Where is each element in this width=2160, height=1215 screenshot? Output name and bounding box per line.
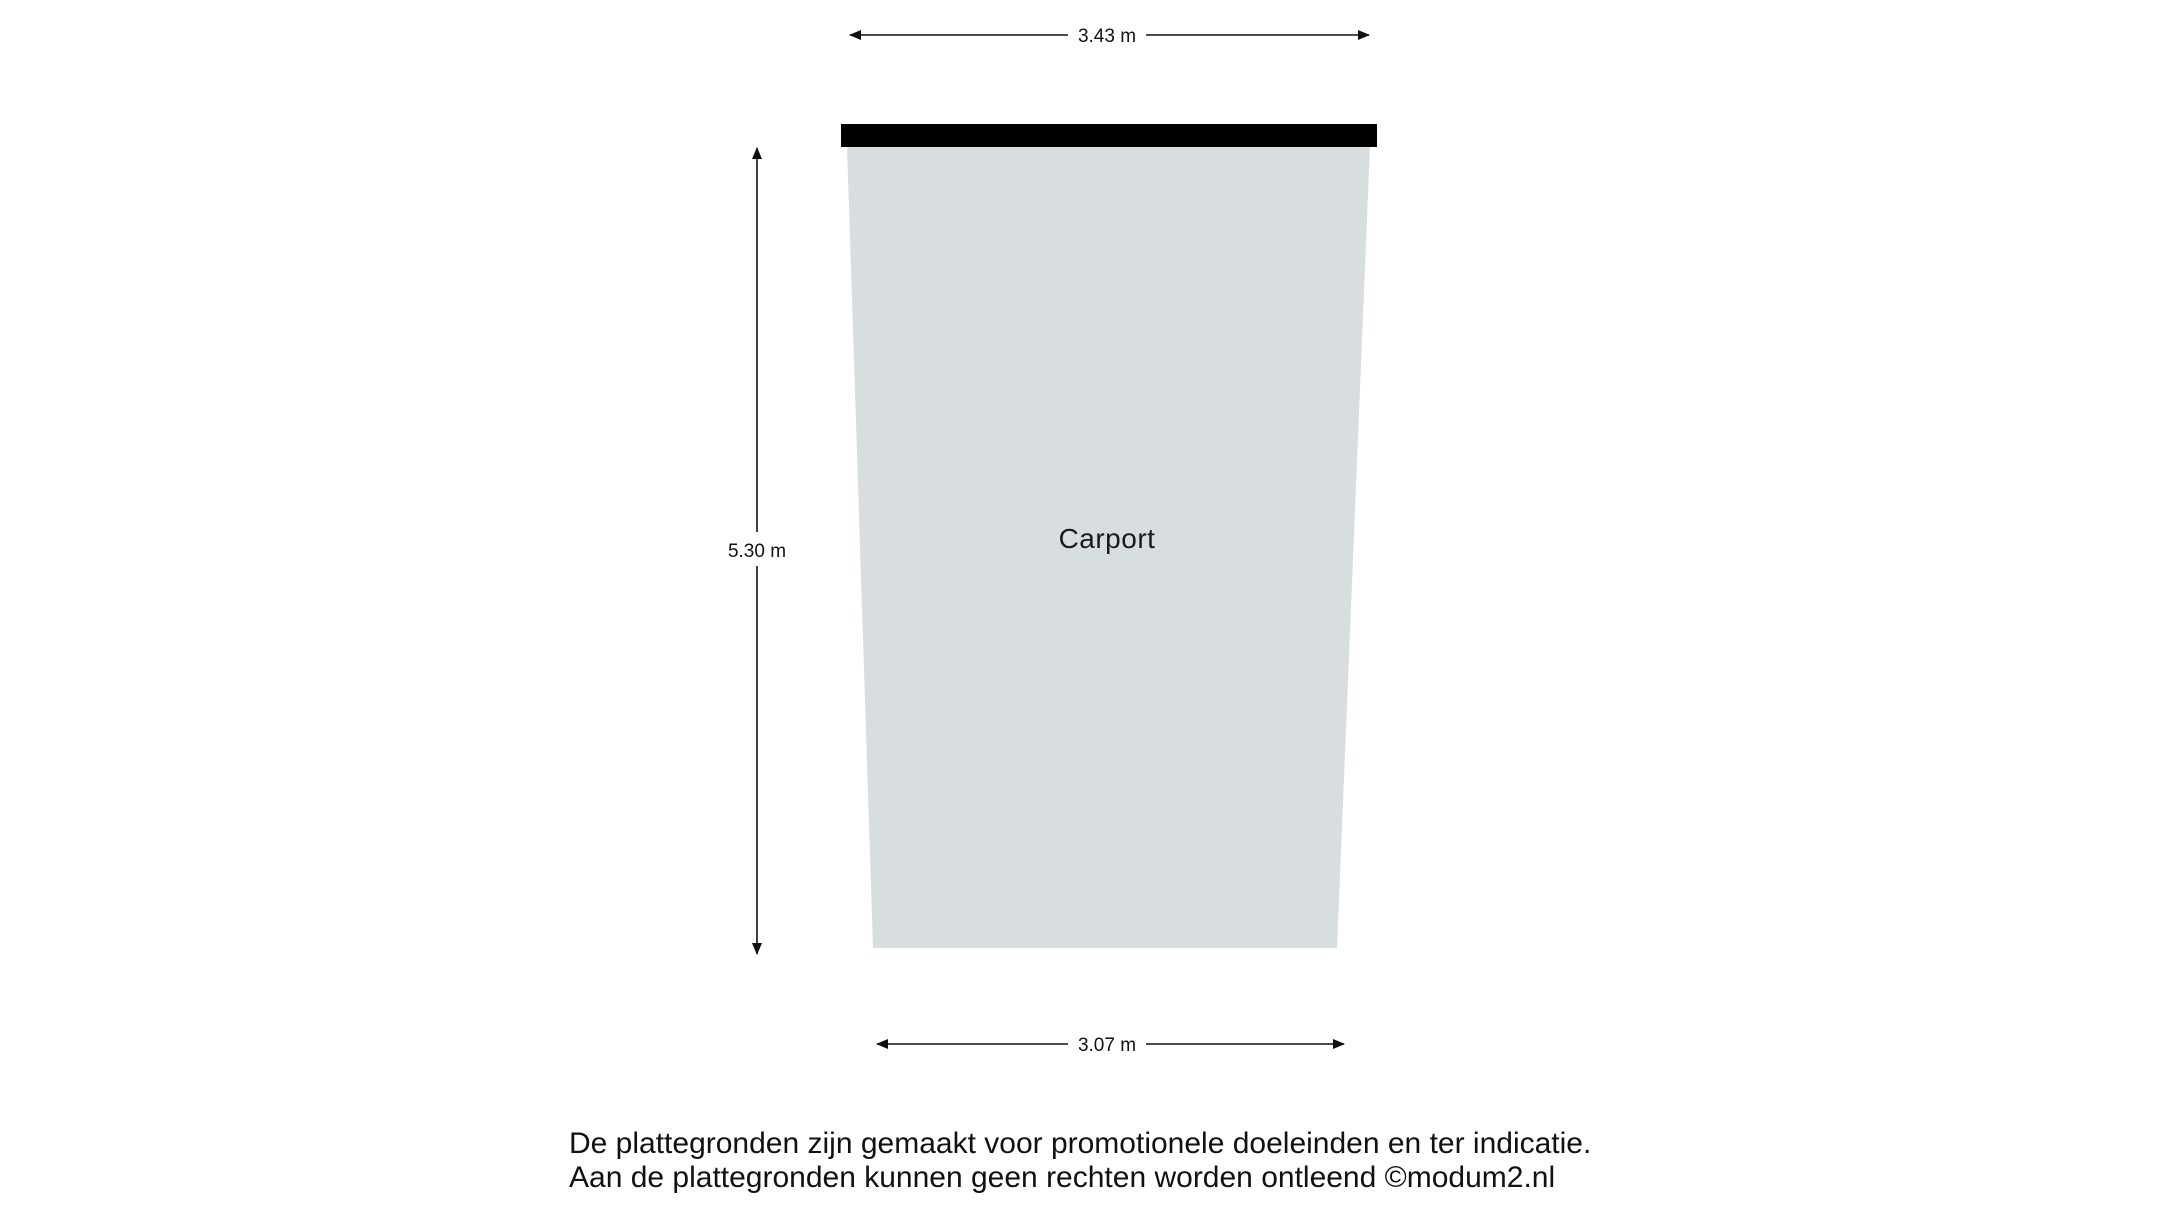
top-wall bbox=[841, 124, 1377, 147]
top-dimension-label: 3.43 m bbox=[1077, 26, 1137, 47]
room-label: Carport bbox=[1058, 523, 1156, 554]
disclaimer bbox=[569, 1127, 1869, 1195]
disclaimer-line-1: De plattegronden zijn gemaakt voor promotionele doeleinden en ter indicatie. bbox=[569, 1127, 1592, 1160]
disclaimer-line-2: Aan de plattegronden kunnen geen rechten worden ontleend ©modum2.nl bbox=[569, 1161, 1556, 1194]
top-dimension bbox=[850, 26, 1369, 47]
left-dimension bbox=[728, 148, 786, 954]
left-dimension-label: 5.30 m bbox=[727, 541, 787, 562]
bottom-dimension bbox=[877, 1035, 1344, 1056]
bottom-dimension-label: 3.07 m bbox=[1077, 1035, 1137, 1056]
